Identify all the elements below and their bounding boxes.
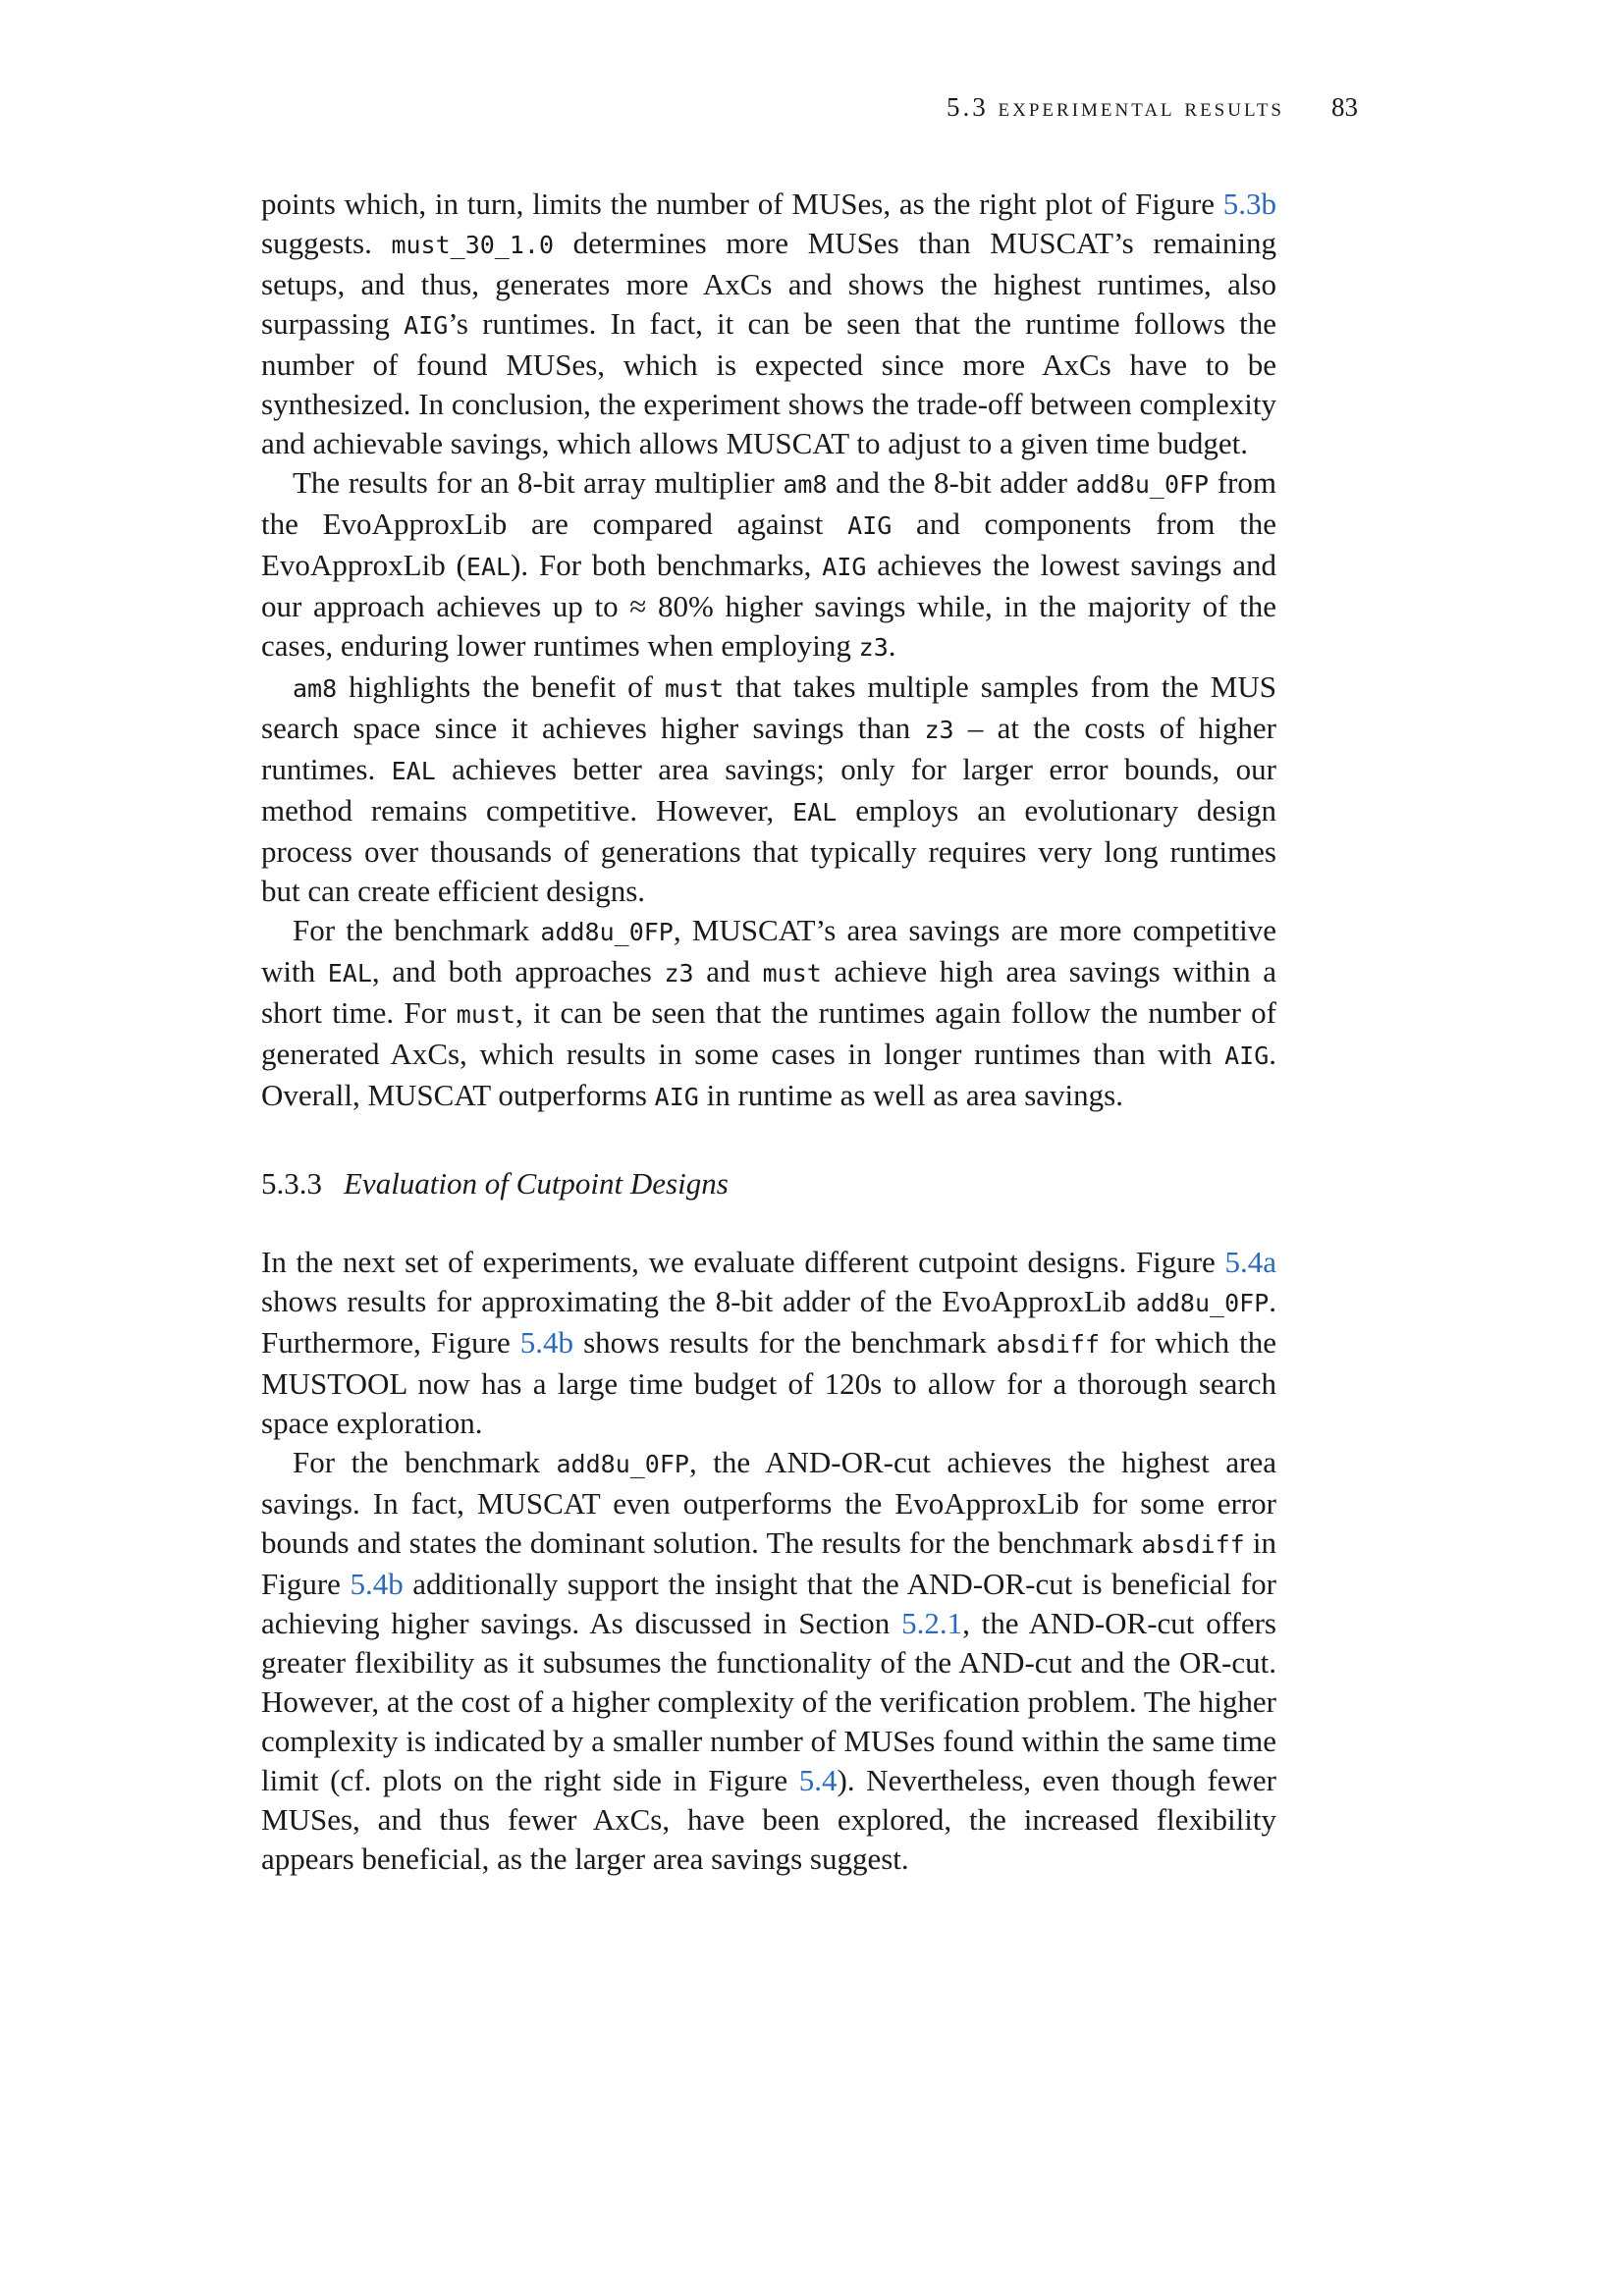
- figure-ref-5-3b[interactable]: 5.3b: [1222, 187, 1276, 221]
- running-header: [261, 92, 1358, 123]
- figure-ref-5-4a[interactable]: 5.4a: [1224, 1245, 1276, 1279]
- section-ref-5-2-1[interactable]: 5.2.1: [901, 1606, 963, 1640]
- paragraph-1: points which, in turn, limits the number of MUSes, as the right plot of Figure 5.3b suggests. must_30_1.0 determines more MUSes than MUSCAT’s remaining setups, and thus, generates more AxCs and shows the highest runtimes, also surpassing AIG’s runtimes. In fact, it can be seen that the runtime follows the number of found MUSes, which is expected since more AxCs have to be synthesized. In conclusion, the experiment shows the trade-off between complexity and achievable savings, which allows MUSCAT to adjust to a given time budget.: [261, 187, 1276, 460]
- paragraph-2: The results for an 8-bit array multiplier am8 and the 8-bit adder add8u_0FP from the EvoApproxLib are compared against AIG and components from the EvoApproxLib (EAL). For both benchmarks, AIG achieves the lowest savings and our approach achieves up to ≈ 80% higher savings while, in the majority of the cases, enduring lower runtimes when employing z3.: [261, 465, 1276, 663]
- paragraph-6: For the benchmark add8u_0FP, the AND-OR-cut achieves the highest area savings. In fact, MUSCAT even outperforms the EvoApproxLib for some error bounds and states the dominant solution. The results for the benchmark absdiff in Figure 5.4b additionally support the insight that the AND-OR-cut is beneficial for achieving higher savings. As discussed in Section 5.2.1, the AND-OR-cut offers greater flexibility as it subsumes the functionality of the AND-cut and the OR-cut. However, at the cost of a higher complexity of the verification problem. The higher complexity is indicated by a smaller number of MUSes found within the same time limit (cf. plots on the right side in Figure 5.4). Nevertheless, even though fewer MUSes, and thus fewer AxCs, have been explored, the increased flexibility appears beneficial, as the larger area savings suggest.: [261, 1445, 1276, 1876]
- paragraph-5: In the next set of experiments, we evaluate different cutpoint designs. Figure 5.4a shows results for approximating the 8-bit adder of the EvoApproxLib add8u_0FP. Furthermore, Figure 5.4b shows results for the benchmark absdiff for which the MUSTOOL now has a large time budget of 120s to allow for a thorough search space exploration.: [261, 1245, 1277, 1440]
- paragraph-4: For the benchmark add8u_0FP, MUSCAT’s area savings are more competitive with EAL, and both approaches z3 and must achieve high area savings within a short time. For must, it can be seen that the runtimes again follow the number of generated AxCs, which results in some cases in longer runtimes than with AIG. Overall, MUSCAT outperforms AIG in runtime as well as area savings.: [261, 913, 1276, 1112]
- code-must: must_30_1.0: [391, 231, 555, 259]
- page-number: 83: [1331, 92, 1358, 122]
- page-body: [261, 185, 1276, 1879]
- paragraph-3: am8 highlights the benefit of must that takes multiple samples from the MUS search space since it achieves higher savings than z3 – at the costs of higher runtimes. EAL achieves better area savings; only for larger error bounds, our method remains competitive. However, EAL employs an evolutionary design process over thousands of generations that typically requires very long runtimes but can create efficient designs.: [261, 669, 1276, 908]
- figure-ref-5-4b-2[interactable]: 5.4b: [350, 1567, 404, 1601]
- subsection-title: Evaluation of Cutpoint Designs: [344, 1166, 729, 1201]
- subsection-number: 5.3.3: [261, 1166, 322, 1201]
- figure-ref-5-4b[interactable]: 5.4b: [519, 1325, 574, 1360]
- header-section-title: 5.3 experimental results: [947, 92, 1284, 122]
- figure-ref-5-4[interactable]: 5.4: [798, 1763, 838, 1797]
- code-aig: AIG: [404, 311, 449, 340]
- subsection-heading: [261, 1164, 1276, 1203]
